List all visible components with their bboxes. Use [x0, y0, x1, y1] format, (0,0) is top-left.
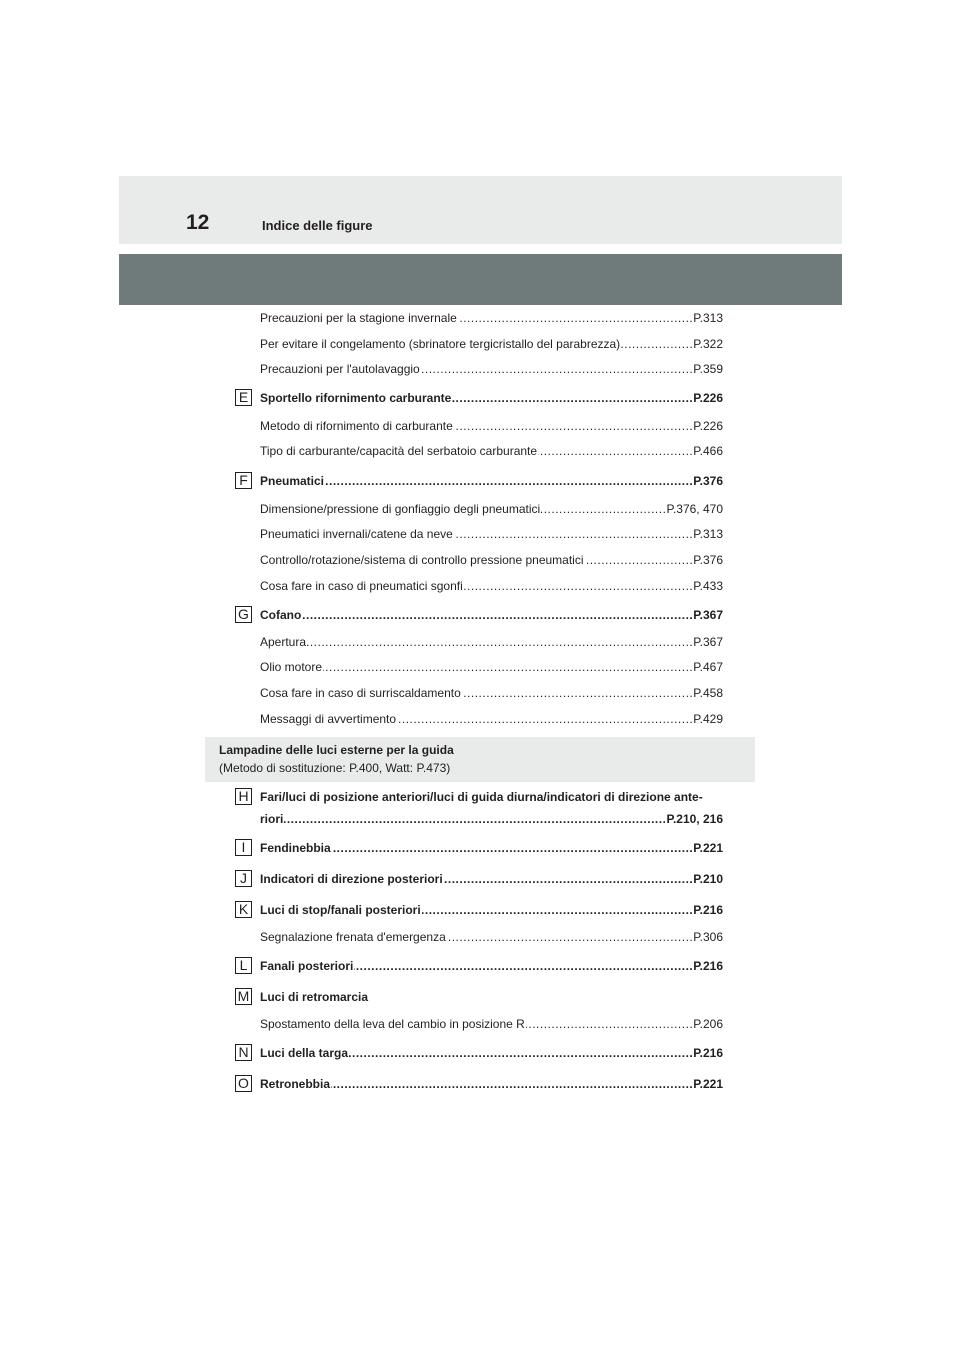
- bottom-entry[interactable]: [260, 990, 723, 1004]
- entry-page: P.226: [693, 391, 723, 405]
- entry-text: Precauzioni per l'autolavaggio: [260, 362, 420, 376]
- bottom-entry[interactable]: [260, 930, 723, 944]
- entry-h-page: P.210, 216: [666, 812, 723, 826]
- top-entry[interactable]: [260, 391, 723, 405]
- entry-text: Olio motore: [260, 660, 323, 674]
- entry-text: Cosa fare in caso di surriscaldamento: [260, 686, 461, 700]
- top-entry[interactable]: [260, 660, 723, 674]
- entry-text: Luci di retromarcia: [260, 990, 369, 1004]
- entry-page: P.206: [693, 1017, 723, 1031]
- entry-page: P.359: [693, 362, 723, 376]
- top-entry[interactable]: [260, 362, 723, 376]
- top-entry[interactable]: [260, 444, 723, 458]
- subsection-box: [205, 737, 755, 782]
- letter-box-f: F: [235, 472, 252, 489]
- letter-box-n: N: [235, 1044, 252, 1061]
- entry-page: P.216: [693, 959, 723, 973]
- entry-h-line2-text: riori: [260, 812, 284, 826]
- entry-page: P.458: [693, 686, 723, 700]
- letter-box-e: E: [235, 389, 252, 406]
- leader-dots: [260, 608, 723, 622]
- bottom-entry[interactable]: [260, 959, 723, 973]
- top-entry[interactable]: [260, 635, 723, 649]
- entry-text: Pneumatici invernali/catene da neve: [260, 527, 453, 541]
- letter-box-h: H: [235, 788, 252, 805]
- entry-page: P.467: [693, 660, 723, 674]
- entry-text: Segnalazione frenata d'emergenza: [260, 930, 446, 944]
- top-entry[interactable]: [260, 474, 723, 488]
- entry-text: Fanali posteriori: [260, 959, 354, 973]
- entry-page: P.376: [693, 553, 723, 567]
- bottom-entry[interactable]: [260, 872, 723, 886]
- top-entry[interactable]: [260, 686, 723, 700]
- letter-box-j: J: [235, 870, 252, 887]
- entry-h-line1[interactable]: [260, 790, 723, 804]
- letter-box-o: O: [235, 1075, 252, 1092]
- entry-page: P.226: [693, 419, 723, 433]
- bottom-entry[interactable]: [260, 903, 723, 917]
- leader-dots: [260, 474, 723, 488]
- entry-text: Indicatori di direzione posteriori: [260, 872, 443, 886]
- top-entry[interactable]: [260, 502, 723, 516]
- entry-page: P.367: [693, 635, 723, 649]
- entry-page: P.313: [693, 527, 723, 541]
- bottom-entry[interactable]: [260, 1077, 723, 1091]
- bottom-entry[interactable]: [260, 1017, 723, 1031]
- entry-page: P.429: [693, 712, 723, 726]
- entry-text: Controllo/rotazione/sistema di controllo pressione pneumatici: [260, 553, 584, 567]
- top-entry[interactable]: [260, 608, 723, 622]
- top-entry[interactable]: [260, 527, 723, 541]
- entry-text: Precauzioni per la stagione invernale: [260, 311, 457, 325]
- entry-text: Per evitare il congelamento (sbrinatore tergicristallo del parabrezza): [260, 337, 621, 351]
- entry-text: Dimensione/pressione di gonfiaggio degli pneumatici: [260, 502, 541, 516]
- entry-page: P.221: [693, 1077, 723, 1091]
- leader-dots: [260, 812, 723, 826]
- entry-page: P.216: [693, 903, 723, 917]
- leader-dots: [260, 660, 723, 674]
- dark-band: [119, 254, 842, 305]
- entry-page: P.216: [693, 1046, 723, 1060]
- entry-h-line1-text: Fari/luci di posizione anteriori/luci di guida diurna/indicatori di direzione ante-: [260, 790, 703, 804]
- entry-page: P.322: [693, 337, 723, 351]
- letter-box-i: I: [235, 839, 252, 856]
- letter-box-m: M: [235, 988, 252, 1005]
- entry-text: Messaggi di avvertimento: [260, 712, 397, 726]
- header-band: [119, 176, 842, 244]
- entry-page: P.376: [693, 474, 723, 488]
- entry-text: Sportello rifornimento carburante: [260, 391, 452, 405]
- entry-text: Luci della targa: [260, 1046, 349, 1060]
- page-number: 12: [186, 211, 210, 234]
- letter-box-k: K: [235, 901, 252, 918]
- top-entry[interactable]: [260, 712, 723, 726]
- entry-page: P.367: [693, 608, 723, 622]
- entry-text: Tipo di carburante/capacità del serbatoio carburante: [260, 444, 538, 458]
- subsection-title: Lampadine delle luci esterne per la guida: [219, 743, 454, 757]
- bottom-entry[interactable]: [260, 841, 723, 855]
- entry-text: Apertura: [260, 635, 307, 649]
- entry-text: Cosa fare in caso di pneumatici sgonfi: [260, 579, 463, 593]
- section-title: Indice delle figure: [262, 218, 373, 233]
- entry-page: P.210: [693, 872, 723, 886]
- letter-box-g: G: [235, 606, 252, 623]
- entry-page: P.466: [693, 444, 723, 458]
- top-entry[interactable]: [260, 553, 723, 567]
- subsection-subtitle: (Metodo di sostituzione: P.400, Watt: P.473): [219, 761, 451, 775]
- letter-box-l: L: [235, 957, 252, 974]
- entry-page: P.433: [693, 579, 723, 593]
- entry-text: Luci di stop/fanali posteriori: [260, 903, 421, 917]
- entry-page: P.306: [693, 930, 723, 944]
- entry-text: Pneumatici: [260, 474, 325, 488]
- entry-page: P.313: [693, 311, 723, 325]
- top-entry[interactable]: [260, 337, 723, 351]
- entry-text: Metodo di rifornimento di carburante: [260, 419, 453, 433]
- entry-text: Spostamento della leva del cambio in posizione R: [260, 1017, 525, 1031]
- entry-text: Retronebbia: [260, 1077, 331, 1091]
- entry-page: P.221: [693, 841, 723, 855]
- entry-page: P.376, 470: [666, 502, 723, 516]
- top-entry[interactable]: [260, 311, 723, 325]
- top-entry[interactable]: [260, 419, 723, 433]
- leader-dots: [260, 635, 723, 649]
- bottom-entry[interactable]: [260, 1046, 723, 1060]
- entry-h-line2[interactable]: [260, 812, 723, 826]
- entry-text: Fendinebbia: [260, 841, 331, 855]
- entry-text: Cofano: [260, 608, 302, 622]
- top-entry[interactable]: [260, 579, 723, 593]
